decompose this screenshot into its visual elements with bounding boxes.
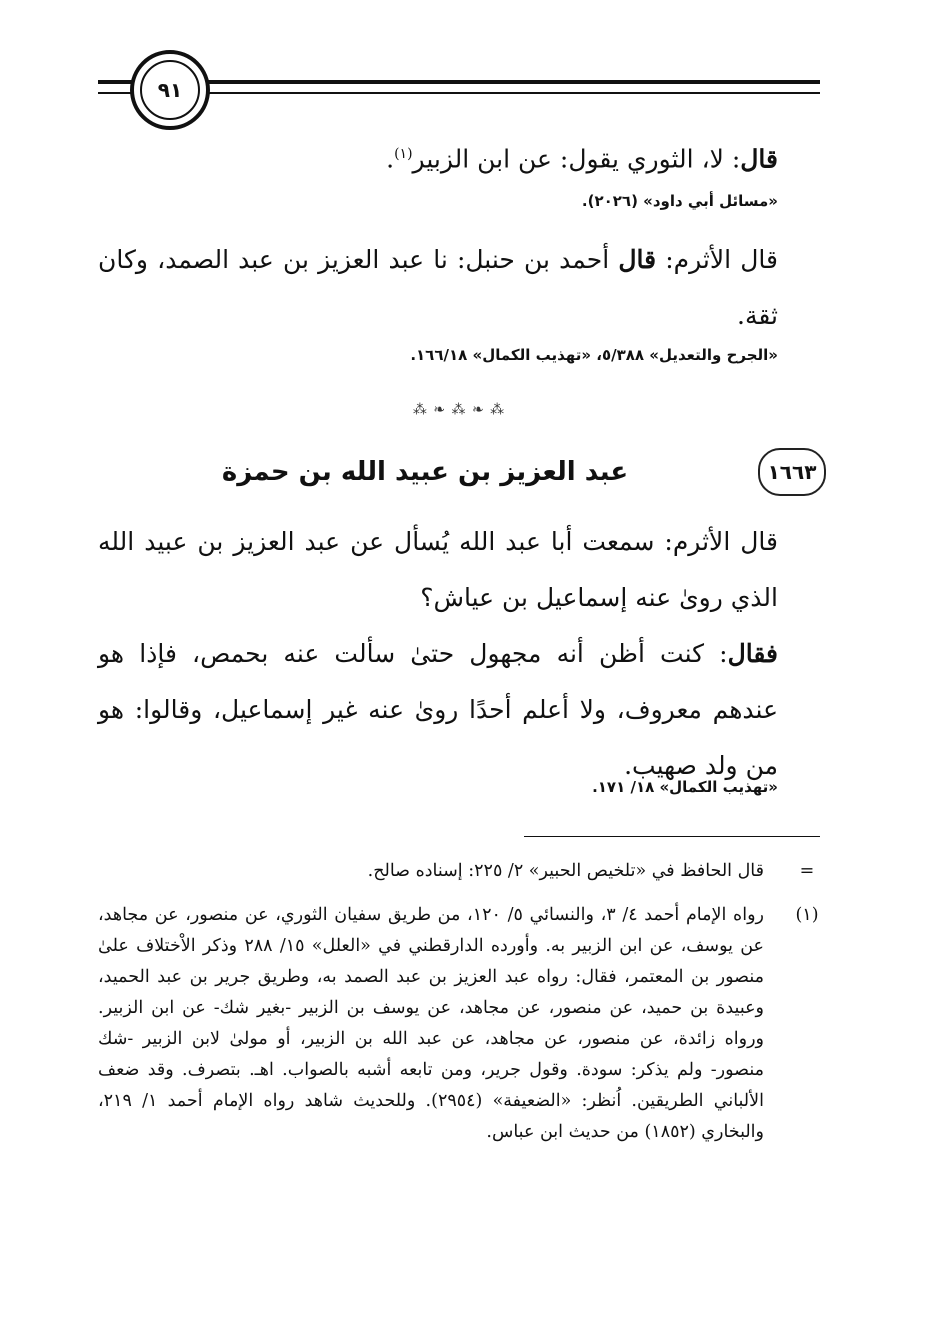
page-number: ٩١ bbox=[157, 78, 183, 102]
footnote-separator bbox=[524, 836, 820, 837]
keyword-qal: قال bbox=[740, 144, 778, 174]
source-citation: «تهذيب الكمال» ١٨/ ١٧١. bbox=[592, 778, 778, 796]
ornament-divider: ⁂ ❧ ⁂ ❧ ⁂ bbox=[412, 402, 506, 418]
entry-number-badge bbox=[758, 448, 826, 496]
page-number-badge bbox=[130, 50, 210, 130]
footnote-text: قال الحافظ في «تلخيص الحبير» ٢/ ٢٢٥: إسناده صالح. bbox=[367, 861, 764, 881]
footnote-mark: (١) bbox=[795, 905, 819, 925]
source-citation: «مسائل أبي داود» (٢٠٢٦). bbox=[581, 192, 778, 210]
paragraph-qal-la bbox=[98, 126, 778, 187]
source-citation: «الجرح والتعديل» ٥/٣٨٨، «تهذيب الكمال» ١٦٦/١٨. bbox=[410, 346, 778, 364]
paragraph-prefix: قال الأثرم: bbox=[656, 245, 778, 274]
keyword-faqal: فقال bbox=[727, 639, 778, 668]
footnote-text: رواه الإمام أحمد ٤/ ٣، والنسائي ٥/ ١٢٠، من طريق سفيان الثوري، عن منصور، عن مجاهد، عن يوسف، عن ابن الزبير به. وأورده الدارقطني في «العلل» ١٥/ ٢٨٨ وذكر الاْختلاف علىٰ منصور بن المعتمر، فقال: رواه عبد العزيز بن عبد الصمد به، وطريق جرير بن عبد الحميد، وعبيدة بن حميد، عن منصور، عن مجاهد، عن يوسف بن الزبير -بغير شك- عن ابن الزبير. ورواه زائدة، عن منصور، عن مجاهد، عن عبد الله بن الزبير، أو مولىٰ لابن الزبير -شك منصور- ولم يذكر: سودة. وقول جرير، ومن تابعه أشبه بالصواب. اهـ. بتصرف. وقد ضعف الألباني الطريقين. اُنظر: «الضعيفة» (٢٩٥٤). وللحديث شاهد رواه الإمام أحمد ١/ ٢١٩، والبخاري (١٨٥٢) من حديث ابن عباس. bbox=[98, 905, 764, 1142]
paragraph-text: : كنت أظن أنه مجهول حتىٰ سألت عنه بحمص، فإذا هو عندهم معروف، ولا أعلم أحدًا روىٰ عنه غير إسماعيل، وقالوا: هو من ولد صهيب. bbox=[98, 639, 778, 780]
footnote-1 bbox=[98, 900, 820, 1148]
period: . bbox=[386, 144, 395, 174]
footnote-continuation bbox=[98, 856, 820, 887]
paragraph-text: أحمد بن حنبل: نا عبد العزيز بن عبد الصمد، وكان ثقة. bbox=[98, 245, 778, 330]
entry-paragraph-1: قال الأثرم: سمعت أبا عبد الله يُسأل عن عبد العزيز بن عبيد الله الذي روىٰ عنه إسماعيل بن عياش؟ bbox=[98, 527, 778, 612]
entry-title: عبد العزيز بن عبيد الله بن حمزة bbox=[221, 457, 629, 487]
entry-paragraph-2 bbox=[98, 626, 778, 794]
footnote-mark: = bbox=[799, 861, 815, 881]
footnote-ref[interactable]: (١) bbox=[394, 146, 413, 162]
paragraph-athram bbox=[98, 232, 778, 344]
keyword-qal: قال bbox=[618, 245, 657, 274]
entry-number: ١٦٦٣ bbox=[767, 460, 817, 484]
paragraph-text: : لا، الثوري يقول: عن ابن الزبير bbox=[412, 144, 741, 174]
